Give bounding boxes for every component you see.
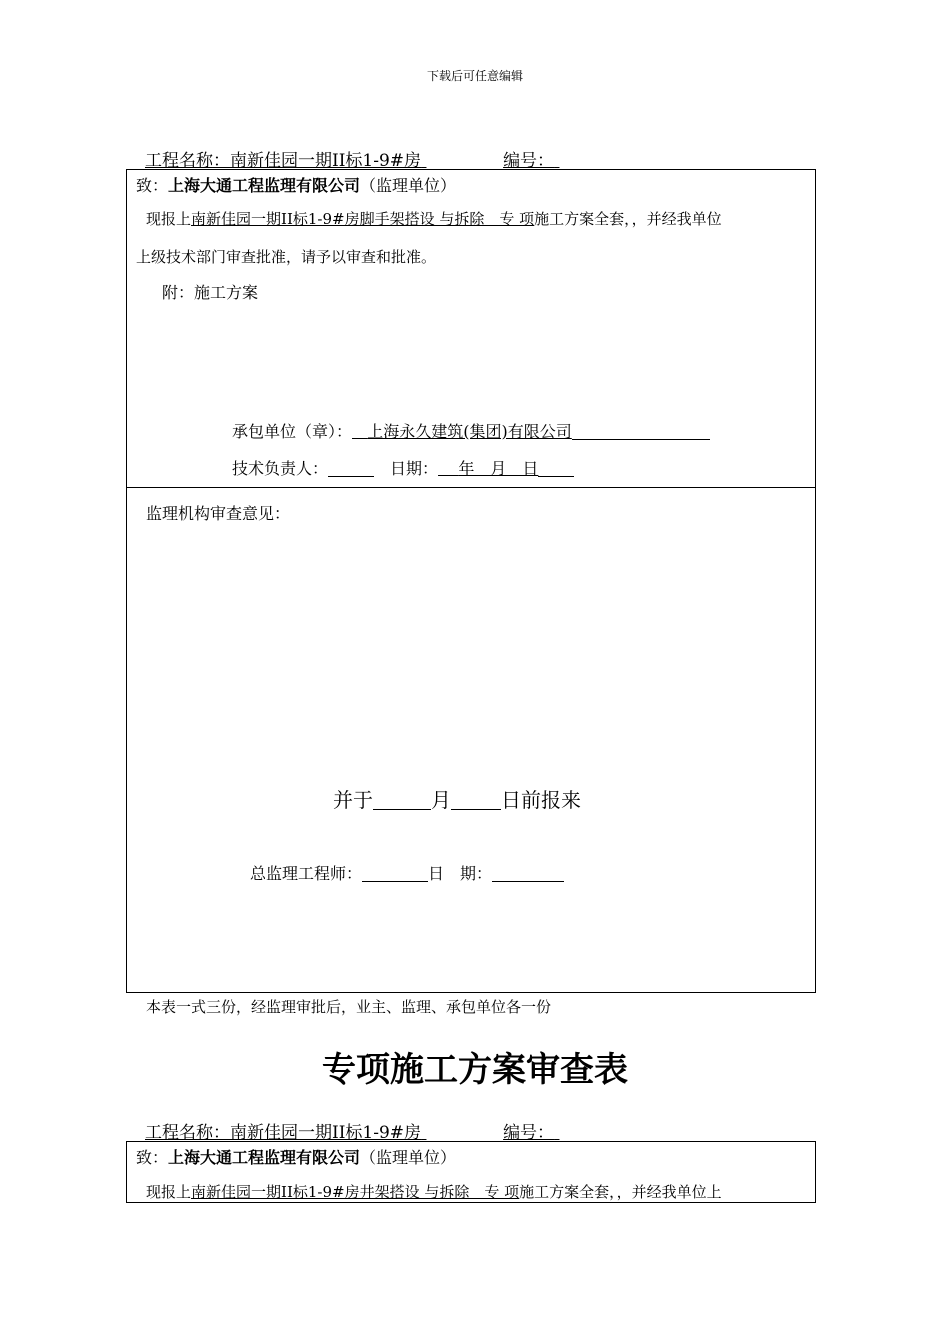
project-name: 南新佳园一期II标1-9#房 xyxy=(230,151,422,171)
report-line-1 xyxy=(146,208,722,229)
number-label: 编号： xyxy=(503,151,555,171)
report-line-2: 上级技术部门审查批准，请予以审查和批准。 xyxy=(136,248,437,266)
resubmit-suffix: 日前报来 xyxy=(501,788,581,812)
supervisor-suffix-2: （监理单位） xyxy=(360,1148,457,1167)
attachment-line: 附：施工方案 xyxy=(162,283,259,302)
report-suffix: 施工方案全套，，并经我单位 xyxy=(534,210,722,228)
project-line-2 xyxy=(145,1118,562,1143)
section-divider xyxy=(126,487,816,488)
chief-date-label: 日 期： xyxy=(428,864,493,883)
supervisor-company: 上海大通工程监理有限公司 xyxy=(168,176,361,195)
page-title: 专项施工方案审查表 xyxy=(322,1050,628,1090)
tech-blank xyxy=(328,460,374,477)
review-label: 监理机构审查意见： xyxy=(146,504,291,523)
report-prefix-2: 现报上 xyxy=(146,1183,192,1201)
addressee-line-2 xyxy=(136,1145,456,1168)
header-note: 下载后可任意编辑 xyxy=(426,69,523,83)
resubmit-month: 月 xyxy=(431,788,451,812)
tech-line xyxy=(232,456,574,479)
resubmit-prefix: 并于 xyxy=(333,788,373,812)
report-subject: 南新佳园一期II标1-9#房脚手架搭设 与拆除 专 项 xyxy=(191,210,535,228)
chief-label: 总监理工程师： xyxy=(250,864,363,883)
addressee-line xyxy=(136,173,456,196)
to-prefix: 致： xyxy=(136,176,169,195)
project-name-2: 南新佳园一期II标1-9#房 xyxy=(230,1123,422,1143)
chief-line xyxy=(250,861,564,884)
contractor-name: 上海永久建筑(集团)有限公司 xyxy=(367,422,572,441)
report-prefix: 现报上 xyxy=(146,210,192,228)
resubmit-line xyxy=(333,784,581,813)
footnote: 本表一式三份，经监理审批后，业主、监理、承包单位各一份 xyxy=(146,998,552,1016)
report-suffix-2: 施工方案全套，，并经我单位上 xyxy=(519,1183,722,1201)
tech-label: 技术负责人： xyxy=(232,459,329,478)
report-subject-2: 南新佳园一期II标1-9#房井架搭设 与拆除 专 项 xyxy=(191,1183,520,1201)
number-label-2: 编号： xyxy=(503,1123,555,1143)
date-value: 年 月 日 xyxy=(458,459,539,478)
project-label-2: 工程名称： xyxy=(145,1123,230,1143)
supervisor-company-2: 上海大通工程监理有限公司 xyxy=(168,1148,361,1167)
contractor-label: 承包单位（章）： xyxy=(232,422,353,441)
project-label: 工程名称： xyxy=(145,151,230,171)
report-line-2b xyxy=(146,1181,722,1202)
supervisor-suffix: （监理单位） xyxy=(360,176,457,195)
to-prefix-2: 致： xyxy=(136,1148,169,1167)
contractor-line xyxy=(232,419,710,442)
project-line xyxy=(145,146,562,171)
date-label: 日期： xyxy=(390,459,439,478)
